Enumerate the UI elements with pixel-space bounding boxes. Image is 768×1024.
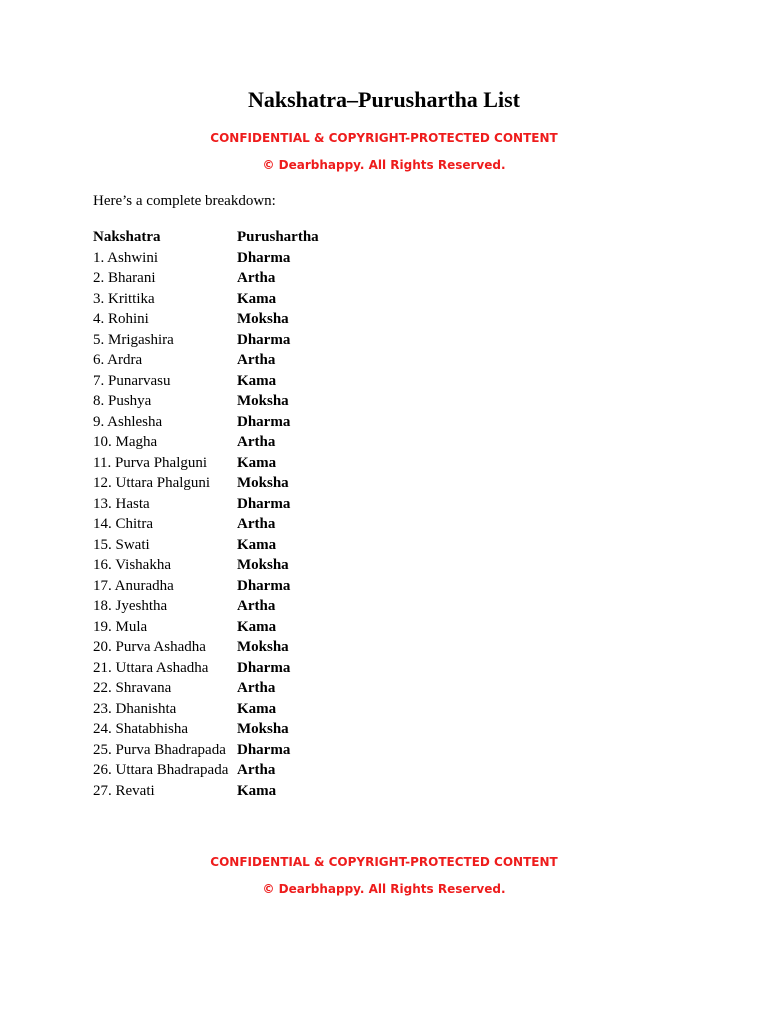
confidential-notice-top: CONFIDENTIAL & COPYRIGHT-PROTECTED CONTENT	[210, 131, 558, 145]
nakshatra-cell: 27. Revati	[93, 782, 155, 799]
table-row	[93, 289, 319, 310]
table-row	[93, 576, 319, 597]
table-row	[93, 678, 319, 699]
nakshatra-cell: 16. Vishakha	[93, 557, 171, 573]
table-row	[93, 514, 319, 535]
table-row	[93, 617, 319, 638]
nakshatra-cell: 11. Purva Phalguni	[93, 454, 208, 471]
table-row	[93, 699, 319, 720]
nakshatra-cell: 26. Uttara Bhadrapada	[93, 762, 229, 778]
table-row	[93, 555, 319, 576]
purushartha-cell: Dharma	[237, 495, 291, 512]
table-row	[93, 432, 319, 453]
nakshatra-cell: 4. Rohini	[93, 311, 149, 327]
nakshatra-cell: 3. Krittika	[93, 290, 155, 307]
purushartha-cell: Kama	[237, 536, 277, 553]
purushartha-cell: Moksha	[237, 475, 289, 491]
nakshatra-cell: 10. Magha	[93, 434, 158, 450]
nakshatra-cell: 23. Dhanishta	[93, 700, 177, 717]
purushartha-cell: Kama	[237, 618, 277, 635]
table-row	[93, 309, 319, 330]
purushartha-cell: Moksha	[237, 557, 289, 573]
table-row	[93, 494, 319, 515]
nakshatra-cell: 5. Mrigashira	[93, 331, 174, 348]
purushartha-cell: Artha	[237, 352, 276, 368]
purushartha-cell: Kama	[237, 454, 277, 471]
table-row	[93, 391, 319, 412]
table-row	[93, 781, 319, 802]
table-row	[93, 596, 319, 617]
purushartha-cell: Dharma	[237, 577, 291, 594]
purushartha-cell: Artha	[237, 598, 276, 614]
table-row	[93, 658, 319, 679]
confidential-notice-bottom: CONFIDENTIAL & COPYRIGHT-PROTECTED CONTENT	[210, 855, 558, 869]
purushartha-cell: Moksha	[237, 639, 289, 655]
table-row	[93, 350, 319, 371]
page-title: Nakshatra–Purushartha List	[248, 87, 520, 112]
table-row	[93, 371, 319, 392]
purushartha-cell: Dharma	[237, 249, 291, 266]
purushartha-cell: Dharma	[237, 413, 291, 430]
table-row	[93, 719, 319, 740]
purushartha-cell: Dharma	[237, 331, 291, 348]
table-row	[93, 248, 319, 269]
purushartha-cell: Artha	[237, 434, 276, 450]
nakshatra-cell: 2. Bharani	[93, 270, 156, 286]
nakshatra-table	[93, 227, 319, 801]
purushartha-cell: Kama	[237, 782, 277, 799]
table-row	[93, 760, 319, 781]
nakshatra-cell: 8. Pushya	[93, 393, 152, 409]
purushartha-cell: Kama	[237, 372, 277, 389]
copyright-notice-bottom: © Dearbhappy. All Rights Reserved.	[262, 882, 506, 896]
nakshatra-cell: 12. Uttara Phalguni	[93, 475, 211, 491]
purushartha-cell: Moksha	[237, 311, 289, 327]
nakshatra-cell: 6. Ardra	[93, 352, 143, 368]
table-row	[93, 330, 319, 351]
nakshatra-cell: 15. Swati	[93, 536, 150, 553]
nakshatra-cell: 14. Chitra	[93, 516, 153, 532]
purushartha-cell: Kama	[237, 290, 277, 307]
nakshatra-cell: 25. Purva Bhadrapada	[93, 741, 226, 758]
nakshatra-cell: 9. Ashlesha	[93, 413, 163, 430]
table-body	[93, 248, 319, 802]
nakshatra-cell: 20. Purva Ashadha	[93, 639, 206, 655]
purushartha-cell: Artha	[237, 516, 276, 532]
nakshatra-cell: 17. Anuradha	[93, 577, 174, 594]
intro-text: Here’s a complete breakdown:	[93, 193, 276, 209]
nakshatra-cell: 7. Punarvasu	[93, 372, 171, 389]
purushartha-cell: Artha	[237, 270, 276, 286]
purushartha-cell: Artha	[237, 762, 276, 778]
nakshatra-cell: 13. Hasta	[93, 495, 150, 512]
purushartha-cell: Artha	[237, 680, 276, 696]
nakshatra-cell: 19. Mula	[93, 618, 148, 635]
purushartha-cell: Moksha	[237, 721, 289, 737]
nakshatra-cell: 21. Uttara Ashadha	[93, 659, 209, 676]
table-row	[93, 453, 319, 474]
table-row	[93, 473, 319, 494]
table-header-row	[93, 227, 319, 248]
table-row	[93, 740, 319, 761]
nakshatra-cell: 22. Shravana	[93, 680, 172, 696]
table-row	[93, 637, 319, 658]
nakshatra-cell: 18. Jyeshtha	[93, 598, 168, 614]
nakshatra-cell: 24. Shatabhisha	[93, 721, 188, 737]
header-purushartha: Purushartha	[237, 229, 319, 245]
purushartha-cell: Dharma	[237, 741, 291, 758]
table-row	[93, 535, 319, 556]
purushartha-cell: Kama	[237, 700, 277, 717]
nakshatra-cell: 1. Ashwini	[93, 249, 159, 266]
table-row	[93, 412, 319, 433]
header-nakshatra: Nakshatra	[93, 229, 161, 245]
copyright-notice-top: © Dearbhappy. All Rights Reserved.	[262, 158, 506, 172]
purushartha-cell: Moksha	[237, 393, 289, 409]
table-row	[93, 268, 319, 289]
purushartha-cell: Dharma	[237, 659, 291, 676]
